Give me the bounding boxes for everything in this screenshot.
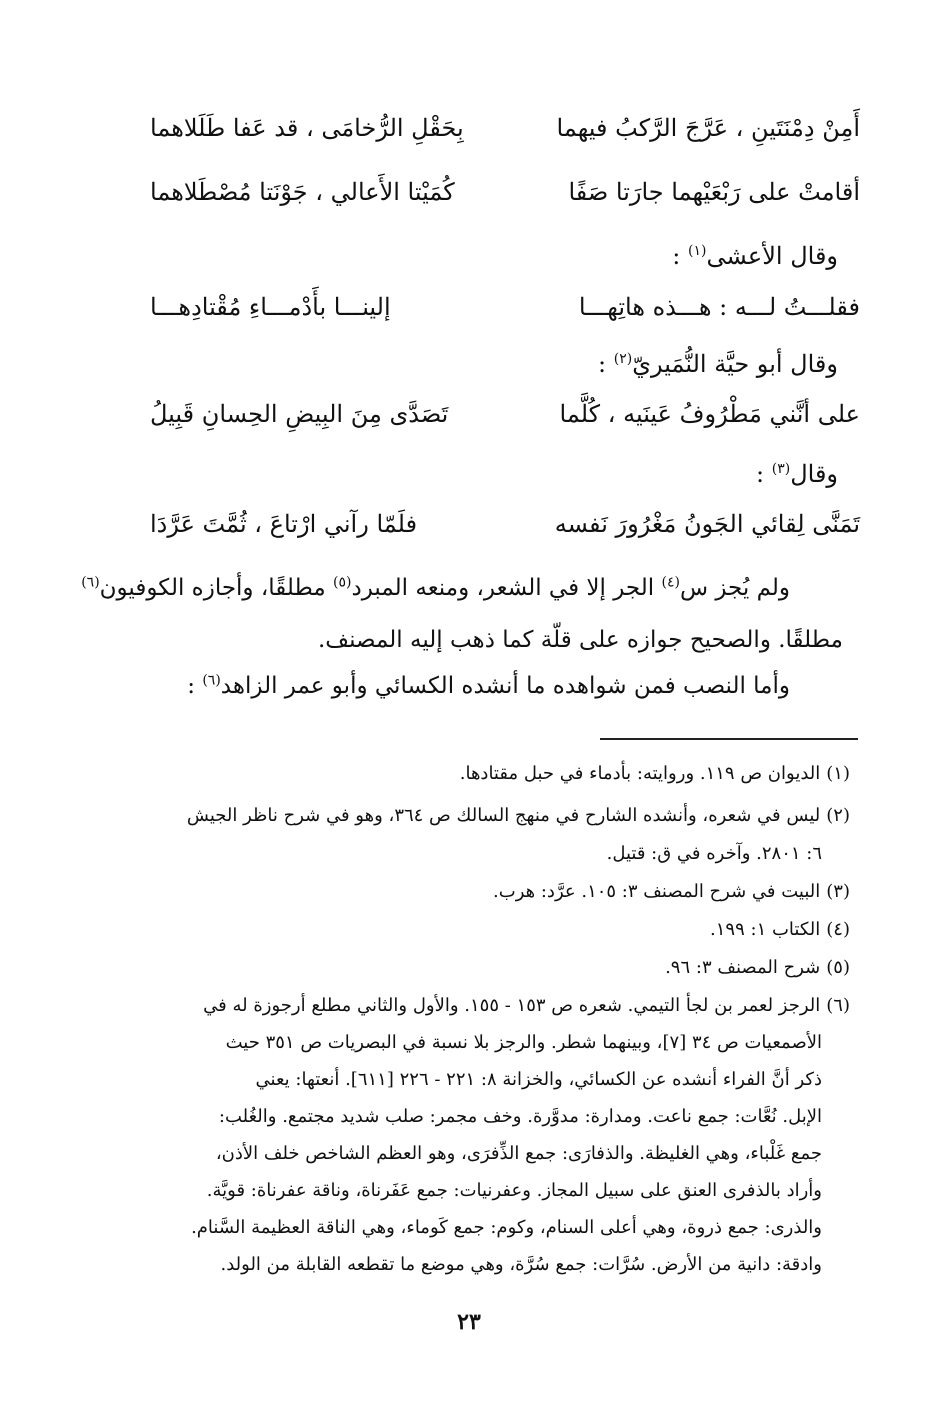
intro-text: وقال [790,460,838,488]
footnote-ref: (١) [688,243,707,259]
footnote-text: الأصمعيات ص ٣٤ [٧]، وبينهما شطر. والرجز بلا نسبة في البصريات ص ٣٥١ حيث [225,1032,822,1053]
footnote [140,758,850,790]
footnote-separator [600,738,858,740]
intro-colon: : [756,460,772,488]
verse-line [150,285,860,329]
verse-second-hemistich: كُمَيْتا الأَعالي ، جَوْنَتا مُصْطَلاهما [150,178,455,206]
footnote [140,800,850,832]
intro-colon: : [598,350,614,378]
footnote-text: الديوان ص ١١٩. وروايته: بأدماء في حبل مقتادها. [459,763,821,784]
verse-second-hemistich: إلينـــا بأَدْمـــاءِ مُقْتادِهـــا [150,293,391,321]
footnote-text: البيت في شرح المصنف ٣: ١٠٥. عرَّد: هرب. [493,881,821,902]
footnote-number: (١) [826,763,850,784]
verse-line [150,502,860,546]
footnote-number: (٤) [826,919,850,940]
footnote-continuation [220,1249,822,1281]
footnote-ref: (٣) [771,461,791,477]
footnote-number: (٣) [826,881,850,902]
footnote-continuation [256,1064,822,1096]
footnote-text: والذرى: جمع ذروة، وهي أعلى السنام، وكوم: جمع كَوماء، وهي الناقة العظيمة السَّنام. [191,1217,822,1238]
prose-line [187,666,790,706]
page-number: ٢٣ [457,1309,481,1335]
footnote-ref: (٢) [613,351,633,367]
footnote-text: ذكر أنَّ الفراء أنشده عن الكسائي، والخزانة ٨: ٢٢١ - ٢٢٦ [٦١١]. أنعتها: يعني [255,1069,822,1090]
verse-first-hemistich: تَمَنَّى لِقائي الجَونُ مَغْرُورَ نَفسه [554,510,860,538]
footnote-continuation [207,1175,822,1207]
prose-text: مطلقًا. والصحيح جوازه على قلّة كما ذهب إليه المصنف. [317,627,843,653]
prose-line [81,568,790,608]
footnote-continuation [226,1027,822,1059]
intro-colon: : [672,242,688,270]
intro-text: وقال أبو حيَّة النُّمَيريّ [632,350,838,378]
prose-line [318,620,843,660]
footnote [140,990,850,1022]
verse-introduction [672,234,838,278]
footnote-ref: (٤) [661,574,680,591]
verse-first-hemistich: أقامتْ على رَبْعَيْهما جارَتا صَفًا [568,178,860,206]
verse-first-hemistich: أَمِنْ دِمْنَتَينِ ، عَرَّجَ الرَّكبُ فيهما [556,114,860,142]
verse-line [150,170,860,214]
footnote-ref: (٦) [202,672,221,689]
footnote-continuation [216,1138,822,1170]
verse-introduction [598,342,838,386]
verse-second-hemistich: تَصَدَّى مِنَ البِيضِ الحِسانِ قَبِيلُ [150,400,449,428]
verse-second-hemistich: فلَمّا رآني ارْتاعَ ، ثُمَّتَ عَرَّدَا [150,510,418,538]
prose-text: مطلقًا، وأجازه الكوفيون [99,575,334,601]
footnote-text: ليس في شعره، وأنشده الشارح في منهج السالك ص ٣٦٤، وهو في شرح ناظر الجيش [186,805,821,826]
prose-text: وأما النصب فمن شواهده ما أنشده الكسائي وأبو عمر الزاهد [220,673,790,699]
footnote-continuation [191,1212,822,1244]
verse-line [150,106,860,150]
verse-first-hemistich: فقلـــتُ لـــه : هـــذه هاتِهـــا [578,293,860,321]
footnote-text: الإبل. نُعَّات: جمع ناعت. ومدارة: مدوَّرة. وخف مجمر: صلب شديد مجتمع. والغُلب: [218,1106,822,1127]
prose-text: الجر إلا في الشعر، ومنعه المبرد [351,575,662,601]
footnote-text: شرح المصنف ٣: ٩٦. [665,957,821,978]
verse-first-hemistich: على أنَّني مَطْرُوفُ عَينَيه ، كُلَّما [559,400,860,428]
verse-second-hemistich: بِحَقْلِ الرُّخامَى ، قد عَفا طَلَلاهما [150,114,464,142]
footnote-text: الرجز لعمر بن لجأ التيمي. شعره ص ١٥٣ - ١٥٥. والأول والثاني مطلع أرجوزة له في [203,995,821,1016]
footnote-text: الكتاب ١: ١٩٩. [710,919,821,940]
footnote-text: وأراد بالذفرى العنق على سبيل المجاز. وعفرنيات: جمع عَفَرناة، وناقة عفرناة: قويَّة. [206,1180,822,1201]
footnote-text: ٦: ٢٨٠١. وآخره في ق: قتيل. [606,843,822,864]
footnote [140,952,850,984]
footnote-number: (٢) [826,805,850,826]
verse-introduction [756,452,838,496]
footnote-ref: (٥) [333,574,352,591]
footnote-text: جمع غَلْباء، وهي الغليظة. والذفارَى: جمع الذِّفرَى، وهو العظم الشاخص خلف الأذن، [215,1143,822,1164]
footnote [140,876,850,908]
footnote-ref: (٦) [81,574,100,591]
intro-text: وقال الأعشى [706,242,838,270]
footnote-continuation [607,838,822,870]
footnote-number: (٥) [826,957,850,978]
verse-line [150,392,860,436]
footnote-continuation [219,1101,822,1133]
footnote-text: وادقة: دانية من الأرض. سُرَّات: جمع سُرَّة، وهي موضع ما تقطعه القابلة من الولد. [220,1254,822,1275]
prose-text: : [187,673,203,699]
footnote-number: (٦) [826,995,850,1016]
prose-text: ولم يُجز س [679,575,790,601]
footnote [140,914,850,946]
